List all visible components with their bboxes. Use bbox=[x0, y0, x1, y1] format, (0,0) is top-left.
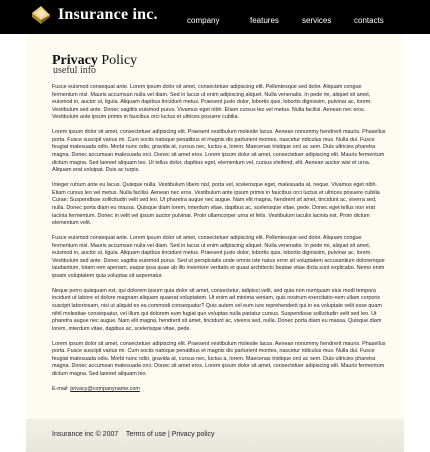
policy-text bbox=[52, 84, 388, 394]
footer-privacy-link[interactable]: Privacy policy bbox=[171, 431, 215, 438]
paragraph: Lorem ipsum dolor sit amet, consectetuer adipiscing elit. Praesent vestibulum molestie lacus. Aenean nonummy hendrerit mauris. Phasellus porta. Fusce suscipit varius mi. Cum sociis natoque penatibus et magnis dis parturient montes, nascetur ridiculus mus. Nulla dui. Fusce feugiat malesuada odio. Morbi nunc odio, gravida at, cursus nec, luctus a, lorem. Maecenas tristique orci ac sem. Duis ultricies pharetra magna. Donec accumsan malesuada orci. Donec sit amet eros. Lorem ipsum dolor sit amet, consectetuer adipiscing elit. Mauris fermentum dictum magna. Sed laoreet aliquam leo. Ut tellus dolor, dapibus eget, elementum vel, cursus eleifend, elit. Aenean auctor wisi et urna. Aliquam erat volutpat. Duis ac turpis. bbox=[52, 129, 386, 174]
page-title-bold: Privacy bbox=[52, 53, 98, 68]
email-label: E-mail: bbox=[52, 385, 69, 392]
content-panel bbox=[26, 34, 404, 419]
nav-services[interactable]: services bbox=[302, 16, 332, 25]
paragraph: Integer rutrum ante eu lacus. Quisque nulla. Vestibulum libero nisl, porta vel, scelerisque eget, malesuada at, neque. Vivamus eget nibh. Etiam cursus leo vel metus. Nulla facilisi. Aenean nec eros. Vestibulum ante ipsum primis in faucibus orci luctus et ultrices posuere cubilia Curae; Suspendisse sollicitudin velit sed leo. Ut pharetra augue nec augue. Nam elit magna, hendrerit sit amet, tincidunt ac, viverra sed, nulla. Donec porta diam eu massa. Quisque diam lorem, interdum vitae, dapibus ac, scelerisque vitae, pede. Donec eget tellus non erat lacinia fermentum. Donec in velit vel ipsum auctor pulvinar. Proin ullamcorper urna et felis. Vestibulum iaculis lacinia est. Proin dictum elementum velit. bbox=[52, 182, 380, 227]
header-bar bbox=[0, 0, 430, 34]
footer-terms-link[interactable]: Terms of use bbox=[125, 431, 166, 438]
nav-contacts[interactable]: contacts bbox=[354, 16, 384, 25]
paragraph: Fusce euismod consequat ante. Lorem ipsum dolor sit amet, consectetuer adipiscing elit. Pellentesque sed dolor. Aliquam congue fermentum nisl. Mauris accumsan nulla vel diam. Sed in lacus ut enim adipiscing aliquet. Nulla venenatis. In pede mi, aliquet sit amet, euismod in, auctor ut, ligula. Aliquam dapibus tincidunt metus. Praesent justo dolor, lobortis quis, lobortis dignissim, pulvinar ac, lorem. Vestibulum sed ante. Donec sagittis euismod purus. Sed ut perspiciatis unde omnis iste natus error sit voluptatem accusantium doloremque laudantium, totam rem aperiam, eaque ipsa quae ab illo inventore veritatis et quasi architecto beatae vitae dicta sunt explicabo. Nemo enim ipsam voluptatem quia voluptas sit aspernatur. bbox=[52, 234, 385, 279]
brand-name[interactable]: Insurance inc. bbox=[58, 6, 158, 23]
page-subtitle: useful info bbox=[53, 65, 97, 76]
nav-company[interactable]: company bbox=[187, 16, 220, 25]
footer-separator: | bbox=[167, 431, 170, 438]
footer-text bbox=[52, 431, 215, 438]
nav-features[interactable]: features bbox=[250, 16, 279, 25]
footer-copyright: Insurance inc © 2007 bbox=[52, 431, 119, 438]
email-link[interactable]: privacy@companyname.com bbox=[70, 385, 140, 392]
paragraph: Fusce euismod consequat ante. Lorem ipsum dolor sit amet, consectetuer adipiscing elit. Pellentesque sed dolor. Aliquam congue fermentum nisl. Mauris accumsan nulla vel diam. Sed in lacus ut enim adipiscing aliquet. Nulla venenatis. In pede mi, aliquet sit amet, euismod in, auctor ut, ligula. Aliquam dapibus tincidunt metus. Praesent justo dolor, lobortis quis, lobortis dignissim, pulvinar ac, lorem. Vestibulum sed ante. Donec sagittis euismod purus. Vivamus eget nibh. Etiam cursus leo vel metus. Nulla facilisi. Aenean nec eros. Vestibulum ante ipsum primis in faucibus orci luctus et ultrices posuere cubilia. bbox=[52, 84, 372, 121]
logo-icon bbox=[30, 4, 52, 26]
page-title-rest: Policy bbox=[101, 53, 138, 68]
paragraph: Lorem ipsum dolor sit amet, consectetuer adipiscing elit. Praesent vestibulum molestie lacus. Aenean nonummy hendrerit mauris. Phasellus porta. Fusce suscipit varius mi. Cum sociis natoque penatibus et magnis dis parturient montes, nascetur ridiculus mus. Nulla dui. Fusce feugiat malesuada odio. Morbi nunc odio, gravida at, cursus nec, luctus a, lorem. Maecenas tristique orci ac sem. Duis ultricies pharetra magna. Donec accumsan malesuada orci. Donec sit amet eros. Lorem ipsum dolor sit amet, consectetuer adipiscing elit. Mauris fermentum dictum magna. Sed laoreet aliquam leo. bbox=[52, 340, 386, 378]
email-row bbox=[52, 386, 388, 394]
paragraph: Neque porro quisquam est, qui dolorem ipsum quia dolor sit amet, consectetur, adipisci velit, sed quia non numquam eius modi tempora incidunt ut labore et dolore magnam aliquam quaerat voluptatem. Ut enim ad minima veniam, quis nostrum exercitatio-nem ullam corporis suscipit laboriosam, nisi ut aliquid ex ea commodi consequatur? Quis autem vel eum iure reprehenderit qui in ea voluptate velit esse quam nihil molestiae consequatur, vel illum qui dolorem eum fugiat quo voluptas nulla pariatur cursus. Suspendisse sollicitudin velit sed leo. Ut pharetra augue nec augue. Nam elit magna, hendrerit sit amet, tincidunt ac, viverra sed, nulla. Donec porta diam eu massa. Quisque diam lorem, interdum vitae, dapibus ac, scelerisque vitae, pede. bbox=[52, 287, 382, 332]
footer bbox=[26, 419, 404, 452]
